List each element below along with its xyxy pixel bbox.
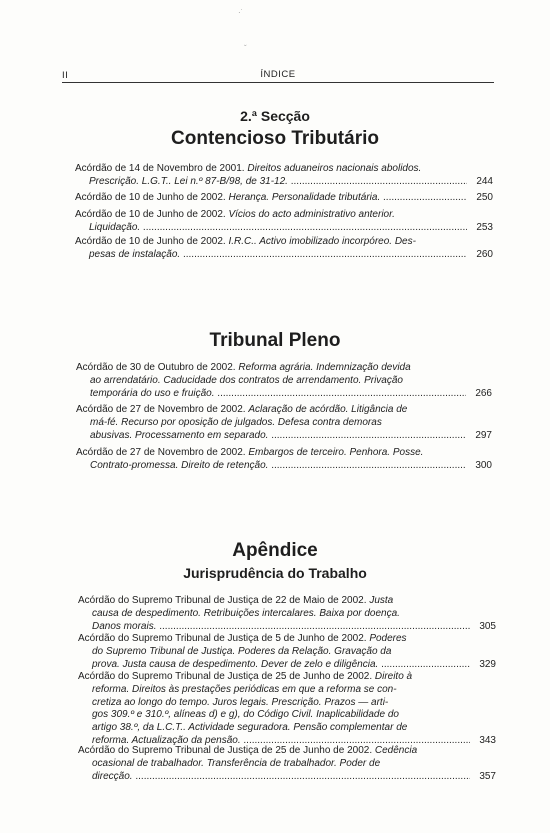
entry-line bbox=[75, 192, 467, 205]
entry-line bbox=[78, 671, 470, 684]
entry-line bbox=[75, 209, 467, 222]
entry-summary: I.R.C.. Activo imobilizado incorpóreo. Des- bbox=[228, 236, 416, 247]
entry-summary: Aclaração de acórdão. Litigância de bbox=[248, 404, 408, 415]
entry-reference: Acórdão de 10 de Junho de 2002. bbox=[75, 192, 229, 203]
entry-page-number: 357 bbox=[479, 770, 496, 782]
entry-summary: Herança. Personalidade tributária. bbox=[228, 192, 381, 203]
toc-entry bbox=[78, 595, 496, 633]
entry-summary: Prescrição. L.G.T.. Lei n.º 87-B/98, de 31-12. bbox=[89, 175, 288, 187]
entry-summary: Cedência bbox=[374, 745, 418, 756]
toc-entry bbox=[75, 209, 493, 235]
entry-summary: cretiza ao longo do tempo. Juros legais. Prescrição. Prazos — arti- bbox=[92, 696, 389, 708]
entry-reference: Acórdão de 27 de Novembro de 2002. bbox=[76, 447, 249, 458]
entry-page-number: 343 bbox=[479, 734, 496, 746]
entry-line bbox=[78, 709, 470, 722]
entry-reference: Acórdão de 14 de Novembro de 2001. bbox=[75, 163, 248, 174]
entry-summary: direcção. bbox=[92, 770, 133, 782]
entry-line bbox=[75, 163, 467, 176]
entry-summary: Liquidação. bbox=[89, 221, 141, 233]
entry-summary: do Supremo Tribunal de Justiça. Poderes da Relação. Gravação da bbox=[92, 645, 392, 657]
entry-page-number: 250 bbox=[476, 192, 493, 203]
entry-page-number: 253 bbox=[476, 221, 493, 233]
section-title: Contencioso Tributário bbox=[171, 128, 379, 149]
entry-line bbox=[76, 404, 466, 417]
entry-summary: artigo 38.º, da L.C.T.. Actividade seguradora. Pensão complementar de bbox=[92, 722, 408, 734]
entry-summary: Embargos de terceiro. Penhora. Posse. bbox=[248, 447, 424, 458]
entry-line bbox=[78, 697, 470, 710]
toc-entry bbox=[78, 633, 496, 671]
entry-summary: prova. Justa causa de despedimento. Dever de zelo e diligência. bbox=[92, 658, 379, 670]
entry-summary: gos 309.º e 310.º, alíneas d) e g), do Código Civil. Inaplicabilidade do bbox=[92, 709, 399, 721]
entry-summary: Contrato-promessa. Direito de retenção. bbox=[90, 459, 269, 471]
entry-page-number: 244 bbox=[476, 175, 493, 187]
entry-line bbox=[75, 236, 467, 249]
entry-reference: Acórdão de 30 de Outubro de 2002. bbox=[76, 362, 239, 373]
entry-summary: Poderes bbox=[369, 633, 407, 644]
page-number: II bbox=[62, 70, 69, 81]
entry-line bbox=[78, 621, 470, 634]
entry-line bbox=[76, 417, 466, 430]
entry-summary: Reforma agrária. Indemnização devida bbox=[238, 362, 411, 373]
section-title: Tribunal Pleno bbox=[209, 330, 341, 351]
entry-line bbox=[78, 633, 470, 646]
section-subtitle: 2.ª Secção bbox=[240, 108, 310, 124]
entry-line bbox=[75, 249, 467, 262]
entry-line bbox=[76, 430, 466, 443]
entry-summary: reforma. Direitos às prestações periódicas em que a reforma se con- bbox=[92, 683, 397, 695]
entry-line bbox=[78, 608, 470, 621]
entry-page-number: 297 bbox=[475, 429, 492, 441]
section-title: Apêndice bbox=[232, 540, 318, 561]
entry-line bbox=[78, 595, 470, 608]
running-title: ÍNDICE bbox=[260, 69, 296, 80]
toc-entry bbox=[76, 404, 492, 442]
entry-reference: Acórdão de 10 de Junho de 2002. bbox=[75, 236, 229, 247]
entry-reference: Acórdão do Supremo Tribunal de Justiça de 5 de Junho de 2002. bbox=[78, 633, 370, 644]
toc-entry bbox=[78, 745, 496, 783]
entry-line bbox=[75, 176, 467, 189]
entry-page-number: 266 bbox=[475, 387, 492, 399]
entry-line bbox=[78, 758, 470, 771]
entry-summary: Vícios do acto administrativo anterior. bbox=[228, 209, 395, 220]
section-subtitle: Jurisprudência do Trabalho bbox=[183, 565, 367, 581]
entry-summary: pesas de instalação. bbox=[89, 248, 181, 260]
scan-speck: ·˙ bbox=[238, 8, 244, 17]
entry-summary: ao arrendatário. Caducidade dos contratos de arrendamento. Privação bbox=[90, 374, 403, 386]
page-header bbox=[62, 68, 494, 83]
entry-summary: reforma. Actualização da pensão. bbox=[92, 734, 241, 746]
entry-line bbox=[78, 745, 470, 758]
entry-line bbox=[76, 362, 466, 375]
toc-entry bbox=[78, 671, 496, 748]
toc-entry bbox=[75, 192, 493, 205]
toc-entry bbox=[75, 236, 493, 262]
entry-summary: má-fé. Recurso por oposição de julgados. Defesa contra demoras bbox=[90, 416, 382, 428]
scan-speck: ˇ bbox=[244, 44, 247, 53]
entry-summary: Direito à bbox=[374, 671, 413, 682]
entry-page-number: 305 bbox=[479, 620, 496, 632]
entry-summary: Danos morais. bbox=[92, 620, 157, 632]
entry-reference: Acórdão do Supremo Tribunal de Justiça de 22 de Maio de 2002. bbox=[78, 595, 370, 606]
toc-entry bbox=[76, 362, 492, 400]
entry-line bbox=[78, 646, 470, 659]
entry-line bbox=[75, 222, 467, 235]
entry-line bbox=[76, 460, 466, 473]
entry-line bbox=[76, 447, 466, 460]
entry-reference: Acórdão de 27 de Novembro de 2002. bbox=[76, 404, 249, 415]
entry-reference: Acórdão do Supremo Tribunal de Justiça de 25 de Junho de 2002. bbox=[78, 745, 375, 756]
entry-line bbox=[76, 388, 466, 401]
entry-line bbox=[78, 771, 470, 784]
entry-summary: abusivas. Processamento em separado. bbox=[90, 429, 269, 441]
entry-summary: Direitos aduaneiros nacionais abolidos. bbox=[247, 163, 422, 174]
entry-line bbox=[78, 722, 470, 735]
entry-reference: Acórdão de 10 de Junho de 2002. bbox=[75, 209, 229, 220]
toc-entry bbox=[75, 163, 493, 189]
entry-page-number: 300 bbox=[475, 459, 492, 471]
entry-summary: causa de despedimento. Retribuições intercalares. Baixa por doença. bbox=[92, 607, 400, 619]
entry-summary: Justa bbox=[369, 595, 394, 606]
entry-summary: temporária do uso e fruição. bbox=[90, 387, 215, 399]
entry-page-number: 329 bbox=[479, 658, 496, 670]
entry-reference: Acórdão do Supremo Tribunal de Justiça de 25 de Junho de 2002. bbox=[78, 671, 375, 682]
entry-line bbox=[78, 684, 470, 697]
entry-line bbox=[76, 375, 466, 388]
entry-page-number: 260 bbox=[476, 248, 493, 260]
entry-line bbox=[78, 659, 470, 672]
entry-summary: ocasional de trabalhador. Transferência de trabalhador. Poder de bbox=[92, 757, 381, 769]
toc-entry bbox=[76, 447, 492, 473]
